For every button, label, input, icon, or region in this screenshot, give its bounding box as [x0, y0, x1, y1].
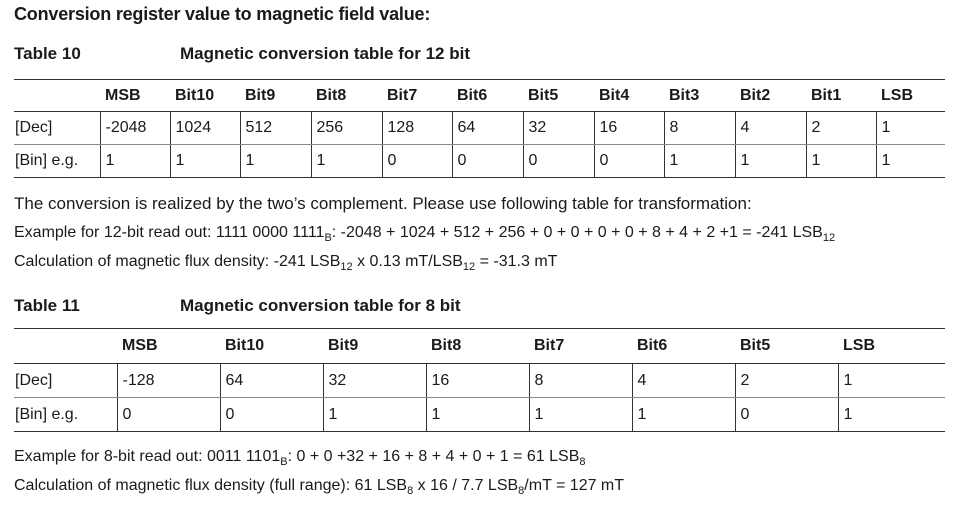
calc-12bit-line [14, 251, 557, 273]
table-header-cell [14, 80, 100, 112]
text-segment: Example for 8-bit read out: 0011 1101 [14, 448, 281, 465]
table-cell: 0 [382, 145, 452, 178]
table-cell: 0 [117, 398, 220, 432]
text-segment: Calculation of magnetic flux density: -241 LSB [14, 253, 341, 270]
table11-title: Magnetic conversion table for 8 bit [180, 296, 461, 315]
table-header-cell [14, 329, 117, 364]
table-row [14, 398, 945, 432]
table-cell: 32 [323, 364, 426, 398]
table-header-cell: Bit9 [240, 80, 311, 112]
table-header-cell: Bit10 [220, 329, 323, 364]
calc-8bit-line [14, 475, 624, 497]
table-cell: 4 [735, 112, 806, 145]
table-row [14, 364, 945, 398]
table-cell: 1 [240, 145, 311, 178]
table-header-cell: Bit7 [382, 80, 452, 112]
table-cell: 0 [594, 145, 664, 178]
table-header-cell: Bit8 [426, 329, 529, 364]
row-label: [Dec] [14, 112, 100, 145]
example-8bit-line [14, 446, 586, 468]
table-cell: 1 [876, 145, 945, 178]
table-cell: 1 [529, 398, 632, 432]
table-cell: 0 [735, 398, 838, 432]
table-cell: 1 [735, 145, 806, 178]
table-row [14, 145, 945, 178]
table10-title: Magnetic conversion table for 12 bit [180, 44, 471, 63]
table-cell: -128 [117, 364, 220, 398]
subscript: 8 [518, 485, 525, 497]
table-cell: 0 [452, 145, 523, 178]
table11-number: Table 11 [14, 296, 80, 315]
table-cell: 1 [311, 145, 382, 178]
table-cell: 1 [170, 145, 240, 178]
table-row [14, 112, 945, 145]
table-cell: 1 [664, 145, 735, 178]
table-header-cell: Bit10 [170, 80, 240, 112]
table-cell: 1 [838, 364, 945, 398]
table-cell: 512 [240, 112, 311, 145]
table-cell: 0 [220, 398, 323, 432]
table10-number: Table 10 [14, 44, 81, 63]
table-cell: 2 [735, 364, 838, 398]
text-segment: x 16 / 7.7 LSB [413, 477, 519, 494]
subscript: 12 [462, 261, 476, 273]
table-header-cell: Bit8 [311, 80, 382, 112]
table-cell: 1024 [170, 112, 240, 145]
table-cell: -2048 [100, 112, 170, 145]
text-segment: /mT = 127 mT [524, 477, 625, 494]
table-header-cell: MSB [117, 329, 220, 364]
table-cell: 4 [632, 364, 735, 398]
table-header-cell: Bit5 [735, 329, 838, 364]
table11-header-row [14, 329, 945, 364]
table-header-cell: LSB [838, 329, 945, 364]
table-header-cell: Bit6 [452, 80, 523, 112]
table10 [14, 79, 945, 178]
table-cell: 2 [806, 112, 876, 145]
table-cell: 8 [664, 112, 735, 145]
subscript: 8 [579, 456, 586, 468]
subscript: 8 [407, 485, 414, 497]
table-cell: 1 [806, 145, 876, 178]
section-heading: Conversion register value to magnetic field value: [14, 4, 431, 24]
table-cell: 1 [838, 398, 945, 432]
table-cell: 16 [594, 112, 664, 145]
table-cell: 1 [632, 398, 735, 432]
table-cell: 1 [876, 112, 945, 145]
text-segment: Example for 12-bit read out: 1111 0000 1111 [14, 224, 325, 241]
subscript: B [280, 456, 288, 468]
table-cell: 64 [220, 364, 323, 398]
table-cell: 8 [529, 364, 632, 398]
text-segment: x 0.13 mT/LSB [352, 253, 463, 270]
table-cell: 1 [323, 398, 426, 432]
table-cell: 16 [426, 364, 529, 398]
table-header-cell: Bit9 [323, 329, 426, 364]
table-header-cell: Bit1 [806, 80, 876, 112]
subscript: 12 [822, 232, 836, 244]
table-header-cell: Bit3 [664, 80, 735, 112]
table-header-cell: Bit7 [529, 329, 632, 364]
explanation-line-1: The conversion is realized by the two’s complement. Please use following table for transformation: [14, 194, 752, 213]
example-12bit-line [14, 222, 835, 244]
row-label: [Bin] e.g. [14, 145, 100, 178]
row-label: [Dec] [14, 364, 117, 398]
table-cell: 64 [452, 112, 523, 145]
table11 [14, 328, 945, 432]
table10-header-row [14, 80, 945, 112]
table-cell: 1 [100, 145, 170, 178]
text-segment: Calculation of magnetic flux density (full range): 61 LSB [14, 477, 408, 494]
table-header-cell: Bit6 [632, 329, 735, 364]
table-header-cell: LSB [876, 80, 945, 112]
table-cell: 128 [382, 112, 452, 145]
table-cell: 1 [426, 398, 529, 432]
table-header-cell: Bit4 [594, 80, 664, 112]
table-header-cell: MSB [100, 80, 170, 112]
table-header-cell: Bit2 [735, 80, 806, 112]
table-cell: 0 [523, 145, 594, 178]
table-cell: 256 [311, 112, 382, 145]
text-segment: = -31.3 mT [475, 253, 558, 270]
text-segment: : -2048 + 1024 + 512 + 256 + 0 + 0 + 0 + 0 + 8 + 4 + 2 +1 = -241 LSB [331, 224, 823, 241]
subscript: 12 [340, 261, 353, 273]
row-label: [Bin] e.g. [14, 398, 117, 432]
table-cell: 32 [523, 112, 594, 145]
subscript: B [324, 232, 332, 244]
text-segment: : 0 + 0 +32 + 16 + 8 + 4 + 0 + 1 = 61 LSB [287, 448, 580, 465]
table-header-cell: Bit5 [523, 80, 594, 112]
